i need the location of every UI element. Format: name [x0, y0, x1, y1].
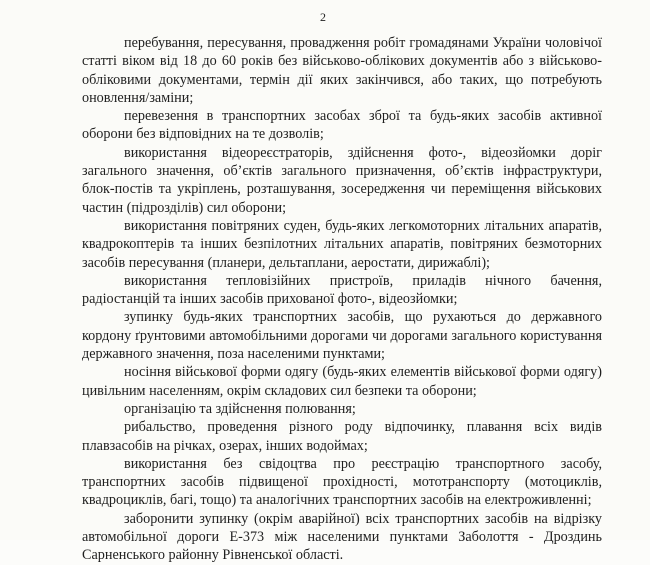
- paragraph-unregistered-vehicles: використання без свідоцтва про реєстрацію транспортного засобу, транспортних засобів підвищеної прохідності, мототранспорту (мотоциклів, квадроциклів, багі, тощо) та аналогічних транспортних засобів на електроживленні;: [82, 455, 602, 509]
- paragraph-vehicle-stops-border: зупинку будь-яких транспортних засобів, що рухаються до державного кордону ґрунтовими автомобільними дорогами чи дорогами загального користування державного значення, поза населеними пунктами;: [82, 309, 602, 363]
- paragraph-weapons-transport: перевезення в транспортних засобах зброї та будь-яких засобів активної оборони без відповідних на те дозволів;: [82, 108, 602, 143]
- paragraph-fishing-recreation: рибальство, проведення різного роду відпочинку, плавання всіх видів плавзасобів на річках, озерах, інших водоймах;: [82, 419, 602, 454]
- paragraph-road-stop-ban: заборонити зупинку (окрім аварійної) всіх транспортних засобів на відрізку автомобільної дороги Е-373 між населеними пунктами Заболоття - Дроздинь Сарненського районну Рівненської області.: [82, 510, 602, 564]
- paragraph-stay-movement: перебування, пересування, провадження робіт громадянами України чоловічої статті віком від 18 до 60 років без військово-облікових документів або з військово-обліковими документами, термін дії яких закінчився, або таких, що потребують оновлення/заміни;: [82, 35, 602, 106]
- paragraph-dashcams-filming: використання відеореєстраторів, здійснення фото-, відеозйомки доріг загального значення, об’єктів загального призначення, об’єктів інфраструктури, блок-постів та укріплень, розташування, зосередження чи переміщення військових частин (підрозділів) сил оборони;: [82, 144, 602, 216]
- paragraph-aircraft-drones: використання повітряних суден, будь-яких легкомоторних літальних апаратів, квадрокоптерів та інших безпілотних літальних апаратів, повітряних безмоторних засобів пересування (планери, дельтаплани, аеростати, дирижаблі);: [82, 217, 602, 271]
- paragraph-hunting: організацію та здійснення полювання;: [124, 400, 356, 417]
- paragraph-thermal-devices: використання тепловізійних пристроїв, приладів нічного бачення, радіостанцій та інших засобів прихованої фото-, відеозйомки;: [82, 272, 602, 308]
- document-body: [82, 34, 602, 565]
- page-number: 2: [320, 10, 326, 24]
- paragraph-military-uniform: носіння військової форми одягу (будь-яких елементів військової форми одягу) цивільним населенням, окрім складових сил безпеки та оборони;: [82, 364, 602, 399]
